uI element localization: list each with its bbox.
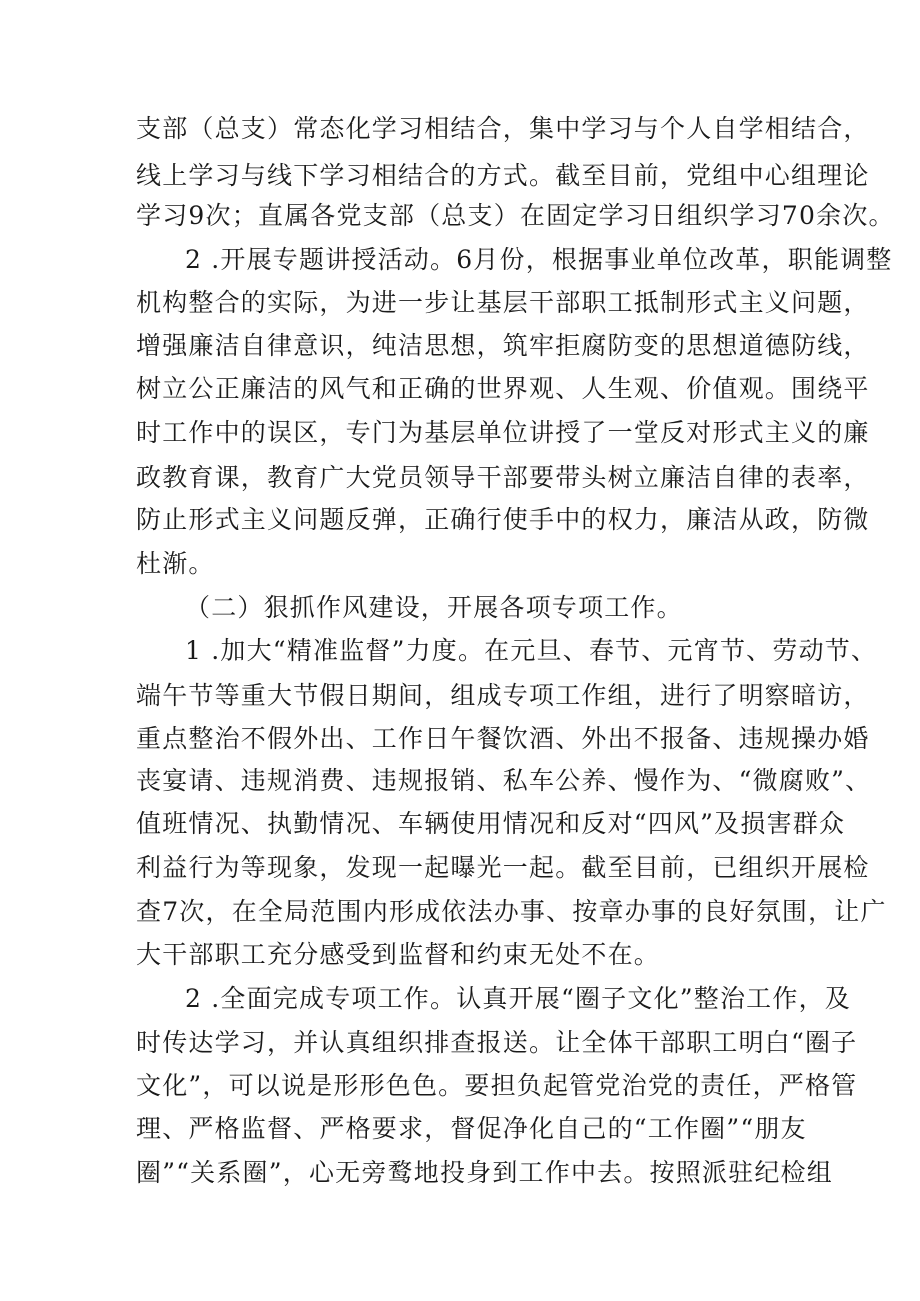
paragraph-line: 学习9次；直属各党支部（总支）在固定学习日组织学习70余次。 <box>136 201 895 230</box>
paragraph-line: 线上学习与线下学习相结合的方式。截至目前，党组中心组理论 <box>136 161 870 190</box>
paragraph-line: 值班情况、执勤情况、车辆使用情况和反对“四风”及损害群众 <box>136 809 846 838</box>
paragraph-line: 文化”，可以说是形形色色。要担负起管党治党的责任，严格管 <box>136 1071 858 1100</box>
section-heading: （二）狠抓作风建设，开展各项专项工作。 <box>185 593 683 622</box>
paragraph-line: 端午节等重大节假日期间，组成专项工作组，进行了明察暗访， <box>136 681 870 710</box>
paragraph-line: 2 .全面完成专项工作。认真开展“圈子文化”整治工作，及 <box>185 984 851 1013</box>
paragraph-line: 机构整合的实际，为进一步让基层干部职工抵制形式主义问题， <box>136 288 870 317</box>
paragraph-line: 时传达学习，并认真组织排查报送。让全体干部职工明白“圈子 <box>136 1028 858 1057</box>
paragraph-line: 查7次，在全局范围内形成依法办事、按章办事的良好氛围，让广 <box>136 897 887 926</box>
paragraph-line: 树立公正廉洁的风气和正确的世界观、人生观、价值观。围绕平 <box>136 374 870 403</box>
paragraph-line: 重点整治不假外出、工作日午餐饮酒、外出不报备、违规操办婚 <box>136 724 870 753</box>
paragraph-line: 丧宴请、违规消费、违规报销、私车公养、慢作为、“微腐败”、 <box>136 766 872 795</box>
paragraph-line: 1 .加大“精准监督”力度。在元旦、春节、元宵节、劳动节、 <box>185 636 878 665</box>
paragraph-line: 圈”“关系圈”，心无旁鹜地投身到工作中去。按照派驻纪检组 <box>136 1158 833 1187</box>
paragraph-line: 支部（总支）常态化学习相结合，集中学习与个人自学相结合， <box>136 114 870 143</box>
paragraph-line: 增强廉洁自律意识，纯洁思想，筑牢拒腐防变的思想道德防线， <box>136 331 870 360</box>
paragraph-line: 时工作中的误区，专门为基层单位讲授了一堂反对形式主义的廉 <box>136 418 870 447</box>
paragraph-line: 政教育课，教育广大党员领导干部要带头树立廉洁自律的表率， <box>136 463 870 492</box>
paragraph-line: 大干部职工充分感受到监督和约束无处不在。 <box>136 940 661 969</box>
paragraph-line: 理、严格监督、严格要求，督促净化自己的“工作圈”“朋友 <box>136 1114 807 1143</box>
paragraph-line: 防止形式主义问题反弹，正确行使手中的权力，廉洁从政，防微 <box>136 505 870 534</box>
paragraph-line: 2 .开展专题讲授活动。6月份，根据事业单位改革，职能调整 <box>185 245 893 274</box>
paragraph-line: 利益行为等现象，发现一起曝光一起。截至目前，已组织开展检 <box>136 853 870 882</box>
paragraph-line: 杜渐。 <box>136 549 215 578</box>
